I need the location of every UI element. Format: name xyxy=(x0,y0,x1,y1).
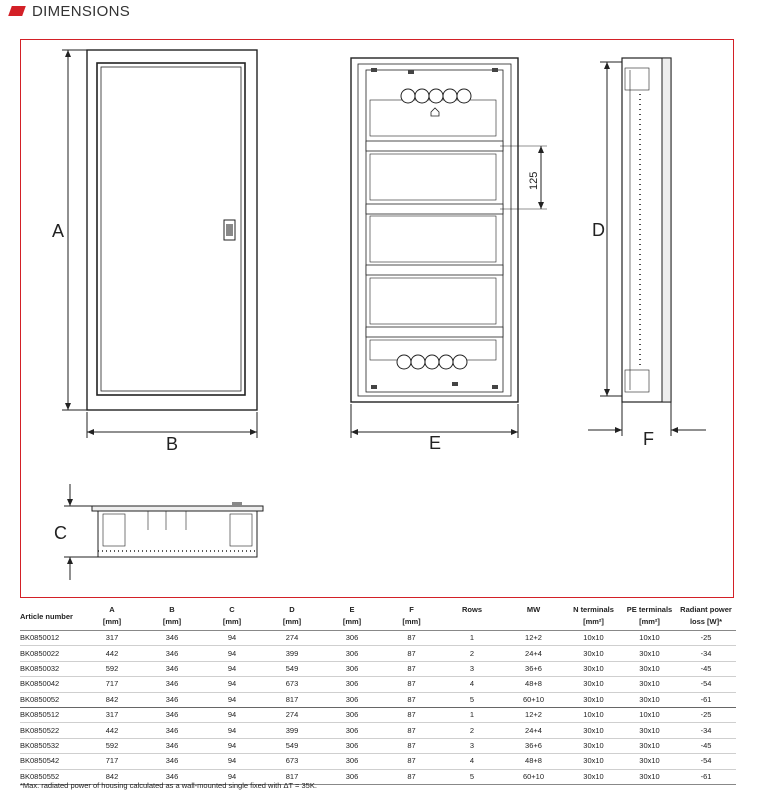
table-cell: 1 xyxy=(441,631,503,646)
cable-entries-top xyxy=(401,89,471,103)
column-label: C xyxy=(229,605,235,614)
table-cell: 30x10 xyxy=(623,646,676,661)
column-unit: [mm] xyxy=(282,617,302,626)
column-unit: [mm] xyxy=(222,617,242,626)
table-cell: 346 xyxy=(142,738,202,753)
table-cell: BK0850022 xyxy=(20,646,82,661)
table-cell: 10x10 xyxy=(564,631,623,646)
label-d: D xyxy=(592,220,605,240)
column-unit: [mm] xyxy=(162,617,182,626)
table-cell: 306 xyxy=(322,631,382,646)
table-cell: 24+4 xyxy=(503,646,564,661)
table-cell: 60+10 xyxy=(503,692,564,707)
table-cell: 30x10 xyxy=(623,723,676,738)
section-title: DIMENSIONS xyxy=(32,2,131,20)
table-cell: 94 xyxy=(202,707,262,722)
column-label: Rows xyxy=(461,605,482,614)
column-header xyxy=(564,603,623,631)
table-cell: 317 xyxy=(82,707,142,722)
table-cell: 306 xyxy=(322,754,382,769)
table-cell: 442 xyxy=(82,723,142,738)
footnote: *Max. radiated power of housing calculated as a wall-mounted single fixed with ΔT = 35K. xyxy=(20,781,317,790)
label-c: C xyxy=(54,523,67,543)
table-row xyxy=(20,646,736,661)
table-cell: 30x10 xyxy=(564,661,623,676)
column-label: Radiant power xyxy=(680,605,732,614)
table-cell: 30x10 xyxy=(564,738,623,753)
table-cell: 346 xyxy=(142,692,202,707)
table-cell: 717 xyxy=(82,677,142,692)
table-cell: 30x10 xyxy=(564,754,623,769)
table-row xyxy=(20,738,736,753)
table-cell: 306 xyxy=(322,692,382,707)
table-cell: 94 xyxy=(202,769,262,784)
specification-table xyxy=(20,603,736,785)
table-cell: -45 xyxy=(676,738,736,753)
table-cell: 274 xyxy=(262,631,322,646)
table-cell: 592 xyxy=(82,738,142,753)
table-cell: 442 xyxy=(82,646,142,661)
column-unit: [mm] xyxy=(402,617,421,626)
column-label: A xyxy=(109,605,115,614)
table-cell: 3 xyxy=(441,661,503,676)
table-cell: 94 xyxy=(202,692,262,707)
table-cell: 346 xyxy=(142,723,202,738)
table-cell: 60+10 xyxy=(503,769,564,784)
table-cell: 399 xyxy=(262,723,322,738)
column-header xyxy=(142,603,202,631)
table-cell: 87 xyxy=(382,707,441,722)
table-cell: -61 xyxy=(676,692,736,707)
table-cell: 10x10 xyxy=(623,707,676,722)
table-cell: 3 xyxy=(441,738,503,753)
table-cell: 87 xyxy=(382,769,441,784)
column-label: N terminals xyxy=(573,605,614,614)
table-cell: 306 xyxy=(322,738,382,753)
column-header xyxy=(503,603,564,631)
table-row xyxy=(20,707,736,722)
table-cell: -34 xyxy=(676,723,736,738)
table-cell: 549 xyxy=(262,738,322,753)
table-cell: 346 xyxy=(142,754,202,769)
table-cell: 5 xyxy=(441,692,503,707)
column-label: Article number xyxy=(20,611,73,621)
table-cell: 94 xyxy=(202,661,262,676)
interior-view xyxy=(351,58,518,402)
column-header xyxy=(676,603,736,631)
table-cell: 346 xyxy=(142,646,202,661)
table-cell: 306 xyxy=(322,646,382,661)
table-cell: 24+4 xyxy=(503,723,564,738)
table-cell: BK0850532 xyxy=(20,738,82,753)
side-view xyxy=(622,58,671,402)
table-cell: 87 xyxy=(382,631,441,646)
table-cell: 274 xyxy=(262,707,322,722)
table-cell: 842 xyxy=(82,692,142,707)
table-cell: 673 xyxy=(262,754,322,769)
table-cell: 306 xyxy=(322,677,382,692)
table-cell: 30x10 xyxy=(564,692,623,707)
table-header-row xyxy=(20,603,736,631)
front-view xyxy=(87,50,257,410)
table-cell: 48+8 xyxy=(503,754,564,769)
column-header xyxy=(441,603,503,631)
table-cell: 94 xyxy=(202,631,262,646)
table-cell: 87 xyxy=(382,754,441,769)
table-cell: BK0850522 xyxy=(20,723,82,738)
table-cell: 30x10 xyxy=(564,723,623,738)
table-cell: 4 xyxy=(441,754,503,769)
table-cell: 36+6 xyxy=(503,661,564,676)
table-cell: 94 xyxy=(202,646,262,661)
table-cell: 87 xyxy=(382,692,441,707)
table-cell: 2 xyxy=(441,723,503,738)
table-cell: BK0850012 xyxy=(20,631,82,646)
column-unit: [mm²] xyxy=(639,617,660,626)
table-cell: 673 xyxy=(262,677,322,692)
table-cell: 30x10 xyxy=(564,677,623,692)
dimension-a xyxy=(62,50,87,410)
table-cell: 30x10 xyxy=(623,738,676,753)
table-cell: -54 xyxy=(676,677,736,692)
table-cell: 94 xyxy=(202,754,262,769)
table-cell: 87 xyxy=(382,661,441,676)
table-cell: 346 xyxy=(142,769,202,784)
column-header xyxy=(20,603,82,631)
column-label: D xyxy=(289,605,295,614)
table-cell: 30x10 xyxy=(564,646,623,661)
table-cell: 30x10 xyxy=(564,769,623,784)
column-header xyxy=(382,603,441,631)
table-cell: 94 xyxy=(202,738,262,753)
column-label: E xyxy=(349,605,355,614)
table-cell: 346 xyxy=(142,631,202,646)
column-label: MW xyxy=(526,605,541,614)
label-pitch: 125 xyxy=(528,171,540,190)
column-header xyxy=(82,603,142,631)
column-header xyxy=(322,603,382,631)
table-cell: 842 xyxy=(82,769,142,784)
table-cell: -25 xyxy=(676,707,736,722)
table-cell: 592 xyxy=(82,661,142,676)
table-cell: 4 xyxy=(441,677,503,692)
table-cell: 1 xyxy=(441,707,503,722)
table-cell: -61 xyxy=(676,769,736,784)
column-unit: [mm] xyxy=(102,617,122,626)
table-cell: -25 xyxy=(676,631,736,646)
table-row xyxy=(20,692,736,707)
table-cell: 12+2 xyxy=(503,631,564,646)
label-a: A xyxy=(52,221,65,241)
table-cell: 5 xyxy=(441,769,503,784)
table-cell: 549 xyxy=(262,661,322,676)
table-cell: BK0850032 xyxy=(20,661,82,676)
label-f: F xyxy=(643,429,654,449)
table-cell: 30x10 xyxy=(623,769,676,784)
table-cell: 10x10 xyxy=(564,707,623,722)
table-cell: 10x10 xyxy=(623,631,676,646)
table-cell: 306 xyxy=(322,707,382,722)
column-header xyxy=(623,603,676,631)
table-cell: 48+8 xyxy=(503,677,564,692)
table-cell: 30x10 xyxy=(623,754,676,769)
interior-details xyxy=(371,68,498,389)
table-cell: 346 xyxy=(142,677,202,692)
table-cell: 399 xyxy=(262,646,322,661)
table-cell: 346 xyxy=(142,661,202,676)
table-cell: 306 xyxy=(322,661,382,676)
table-cell: 30x10 xyxy=(623,661,676,676)
label-e: E xyxy=(429,433,442,453)
dimension-c xyxy=(64,484,98,580)
column-label: PE terminals xyxy=(626,605,673,614)
top-view xyxy=(92,502,263,557)
table-cell: 87 xyxy=(382,646,441,661)
table-row xyxy=(20,661,736,676)
table-cell: BK0850542 xyxy=(20,754,82,769)
column-header xyxy=(262,603,322,631)
table-cell: 817 xyxy=(262,769,322,784)
table-cell: 12+2 xyxy=(503,707,564,722)
din-rails xyxy=(366,141,503,337)
table-row xyxy=(20,723,736,738)
table-cell: 94 xyxy=(202,723,262,738)
table-cell: 2 xyxy=(441,646,503,661)
column-unit: [mm] xyxy=(342,617,362,626)
table-cell: BK0850042 xyxy=(20,677,82,692)
table-cell: 87 xyxy=(382,677,441,692)
table-cell: 346 xyxy=(142,707,202,722)
table-cell: -45 xyxy=(676,661,736,676)
table-cell: -34 xyxy=(676,646,736,661)
table-cell: 87 xyxy=(382,738,441,753)
table-cell: 306 xyxy=(322,769,382,784)
table-cell: BK0850512 xyxy=(20,707,82,722)
column-unit: [mm²] xyxy=(583,617,604,626)
table-cell: BK0850052 xyxy=(20,692,82,707)
table-cell: 94 xyxy=(202,677,262,692)
table-cell: 306 xyxy=(322,723,382,738)
table-row xyxy=(20,754,736,769)
cable-entries-bottom xyxy=(397,355,467,369)
table-cell: 717 xyxy=(82,754,142,769)
label-b: B xyxy=(166,434,179,454)
table-cell: 30x10 xyxy=(623,677,676,692)
column-header xyxy=(202,603,262,631)
table-cell: 317 xyxy=(82,631,142,646)
column-label: B xyxy=(169,605,175,614)
table-cell: 817 xyxy=(262,692,322,707)
table-cell: -54 xyxy=(676,754,736,769)
table-row xyxy=(20,677,736,692)
table-cell: 36+6 xyxy=(503,738,564,753)
table-row xyxy=(20,631,736,646)
column-label: F xyxy=(409,605,414,614)
table-cell: BK0850552 xyxy=(20,769,82,784)
table-cell: 87 xyxy=(382,723,441,738)
table-cell: 30x10 xyxy=(623,692,676,707)
column-unit: loss [W]* xyxy=(689,617,723,626)
